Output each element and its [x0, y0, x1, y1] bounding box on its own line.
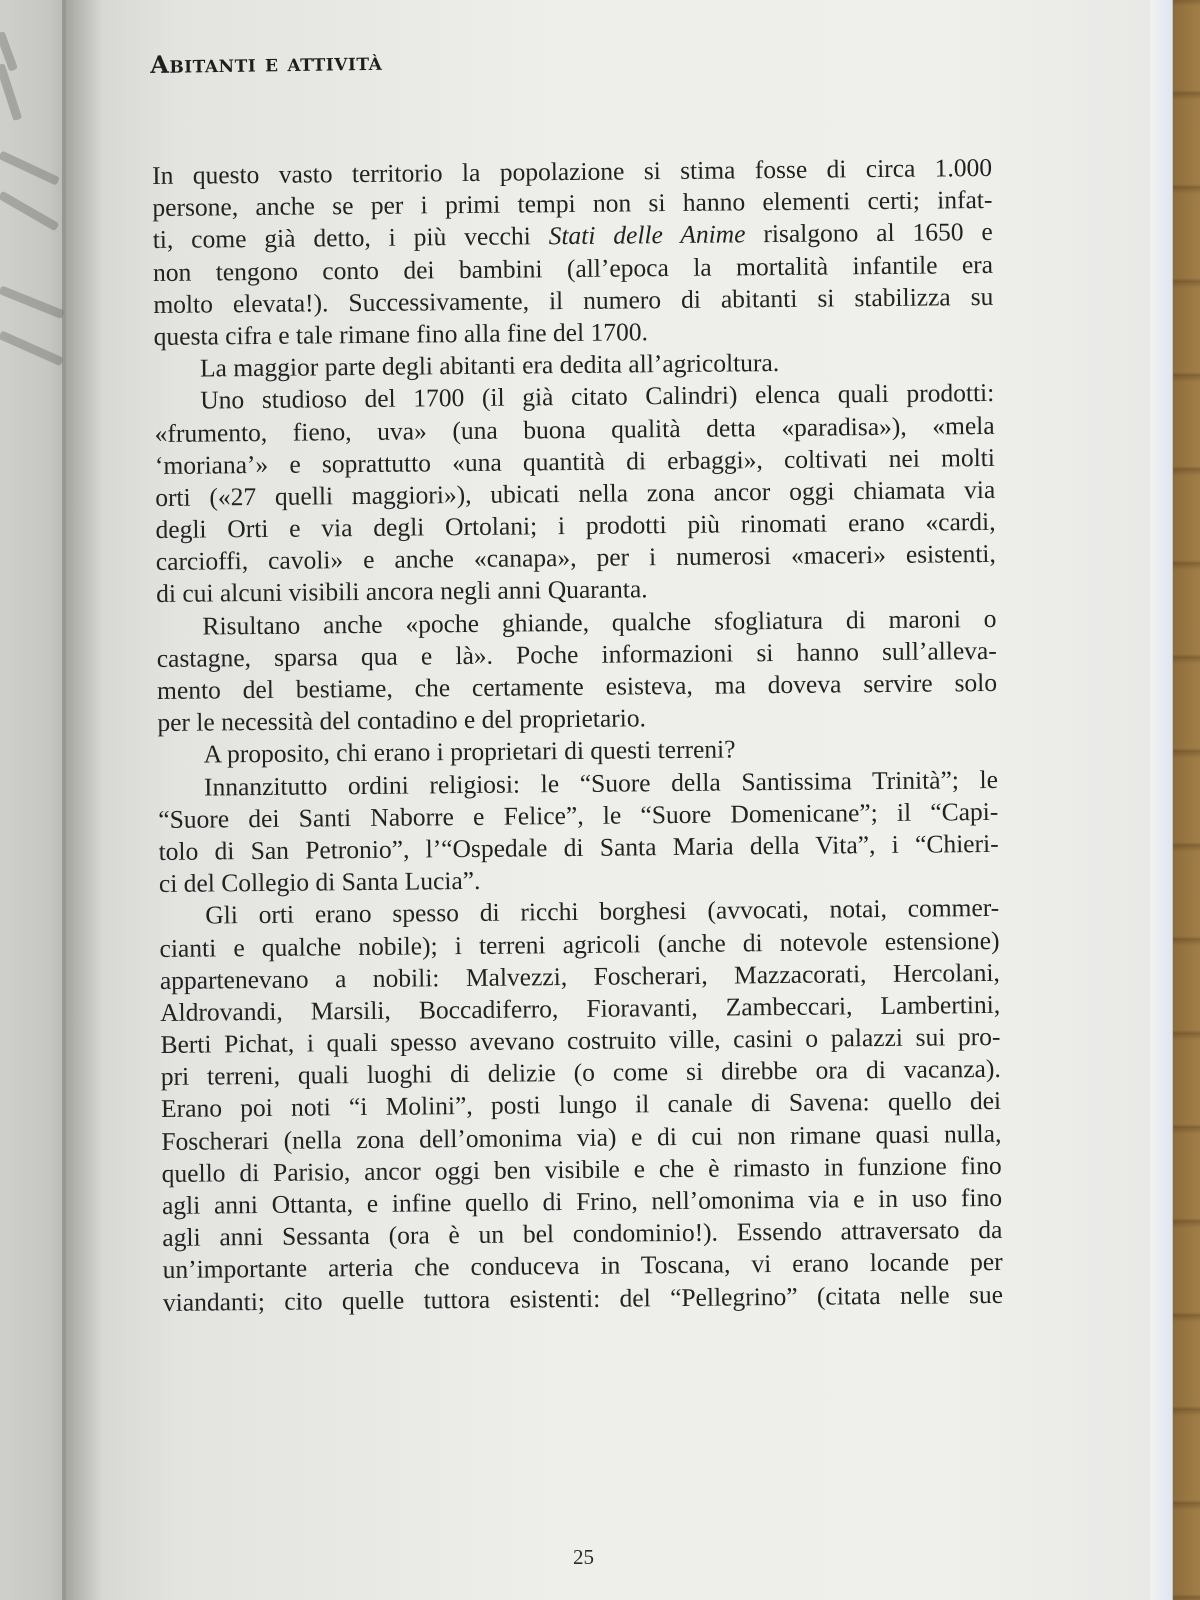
- text-line: quello di Parisio, ancor oggi ben visibile e che è rimasto in funzione fino: [161, 1150, 1002, 1188]
- text-line: cianti e qualche nobile); i terreni agricoli (anche di notevole estensione): [159, 925, 1000, 963]
- text-line: orti («27 quelli maggiori»), ubicati nella zona ancor oggi chiamata via: [155, 474, 996, 512]
- text-line: non tengono conto dei bambini (all’epoca la mortalità infantile era: [152, 249, 994, 287]
- left-page-text-fragment: [0, 191, 59, 232]
- text-line: Uno studioso del 1700 (il già citato Calindri) elenca quali prodotti:: [200, 378, 995, 415]
- text-line: carcioffi, cavoli» e anche «canapa», per i numerosi «maceri» esistenti,: [155, 539, 996, 577]
- section-heading: Abitanti e attività: [150, 46, 383, 79]
- text-line: Erano poi noti “i Molini”, posti lungo il canale di Savena: quello dei: [160, 1086, 1002, 1124]
- left-page-text-fragment: [0, 330, 64, 366]
- text-line: Risultano anche «poche ghiande, qualche sfogliatura di maroni o: [202, 603, 997, 641]
- text-line: viandanti; cito quelle tuttora esistenti: del “Pellegrino” (citata nelle sue: [162, 1279, 1004, 1317]
- text-line: Berti Pichat, i quali spesso avevano costruito ville, casini o palazzi sui pro-: [160, 1021, 1001, 1060]
- text-line: ‘moriana’» e soprattutto «una quantità di erbaggi», coltivati nei molti: [154, 442, 996, 480]
- text-line: Aldrovandi, Marsili, Boccadiferro, Fioravanti, Zambeccari, Lambertini,: [160, 989, 1001, 1027]
- left-facing-page: [0, 0, 70, 1600]
- text-line: persone, anche se per i primi tempi non si hanno elementi certi; infat-: [152, 185, 993, 223]
- text-line: agli anni Sessanta (ora è un bel condominio!). Essendo attraversato da: [162, 1215, 1003, 1253]
- page-number: 25: [573, 1545, 594, 1569]
- text-line: per le necessità del contadino e del proprietario.: [157, 703, 647, 738]
- text-line: mento del bestiame, che certamente esisteva, ma doveva servire solo: [156, 667, 998, 705]
- text-line: appartenevano a nobili: Malvezzi, Foscherari, Mazzacorati, Hercolani,: [159, 957, 1000, 995]
- italic-title: Stati delle Anime: [548, 219, 746, 251]
- text-line: castagne, sparsa qua e là». Poche informazioni si hanno sull’alleva-: [156, 635, 997, 673]
- text-line: ti, come già detto, i più vecchi Stati delle Anime risalgono al 1650 e: [152, 217, 993, 255]
- left-page-text-fragment: [0, 150, 60, 185]
- text-line: pri terreni, quali luoghi di delizie (o come si direbbe ora di vacanza).: [160, 1054, 1001, 1092]
- text-line: agli anni Ottanta, e infine quello di Frino, nell’omonima via e in uso fino: [161, 1182, 1003, 1220]
- text-line: tolo di San Petronio”, l’“Ospedale di Santa Maria della Vita”, i “Chieri-: [158, 828, 999, 866]
- gutter-shadow: [62, 0, 102, 1600]
- wooden-table-background: [1170, 0, 1200, 1600]
- text-line: questa cifra e tale rimane fino alla fine del 1700.: [153, 317, 649, 351]
- left-page-text-fragment: [0, 63, 22, 121]
- body-text: [152, 152, 1003, 1319]
- text-line: In questo vasto territorio la popolazione si stima fosse di circa 1.000: [152, 152, 993, 190]
- text-line: degli Orti e via degli Ortolani; i prodotti più rinomati erano «cardi,: [155, 506, 996, 545]
- text-line: Gli orti erano spesso di ricchi borghesi (avvocati, notai, commer-: [205, 893, 1000, 930]
- text-line: «frumento, fieno, uva» (una buona qualità detta «paradisa»), «mela: [154, 410, 995, 448]
- text-line: Foscherari (nella zona dell’omonima via) e di cui non rimane quasi nulla,: [161, 1118, 1002, 1156]
- left-page-text-fragment: [0, 285, 65, 319]
- page-edge: [1150, 0, 1173, 1600]
- text-line: un’importante arteria che conduceva in Toscana, vi erano locande per: [162, 1247, 1003, 1285]
- text-line: ci del Collegio di Santa Lucia”.: [158, 866, 481, 899]
- text-line: “Suore dei Santi Naborre e Felice”, le “Suore Domenicane”; il “Capi-: [158, 796, 999, 834]
- text-line: molto elevata!). Successivamente, il numero di abitanti si stabilizza su: [153, 281, 994, 319]
- text-line: Innanzitutto ordini religiosi: le “Suore della Santissima Trinità”; le: [203, 764, 999, 802]
- text-line: La maggior parte degli abitanti era dedita all’agricoltura.: [199, 348, 780, 383]
- text-line: A proposito, chi erano i proprietari di questi terreni?: [203, 734, 736, 769]
- text-line: di cui alcuni visibili ancora negli anni Quaranta.: [156, 574, 648, 609]
